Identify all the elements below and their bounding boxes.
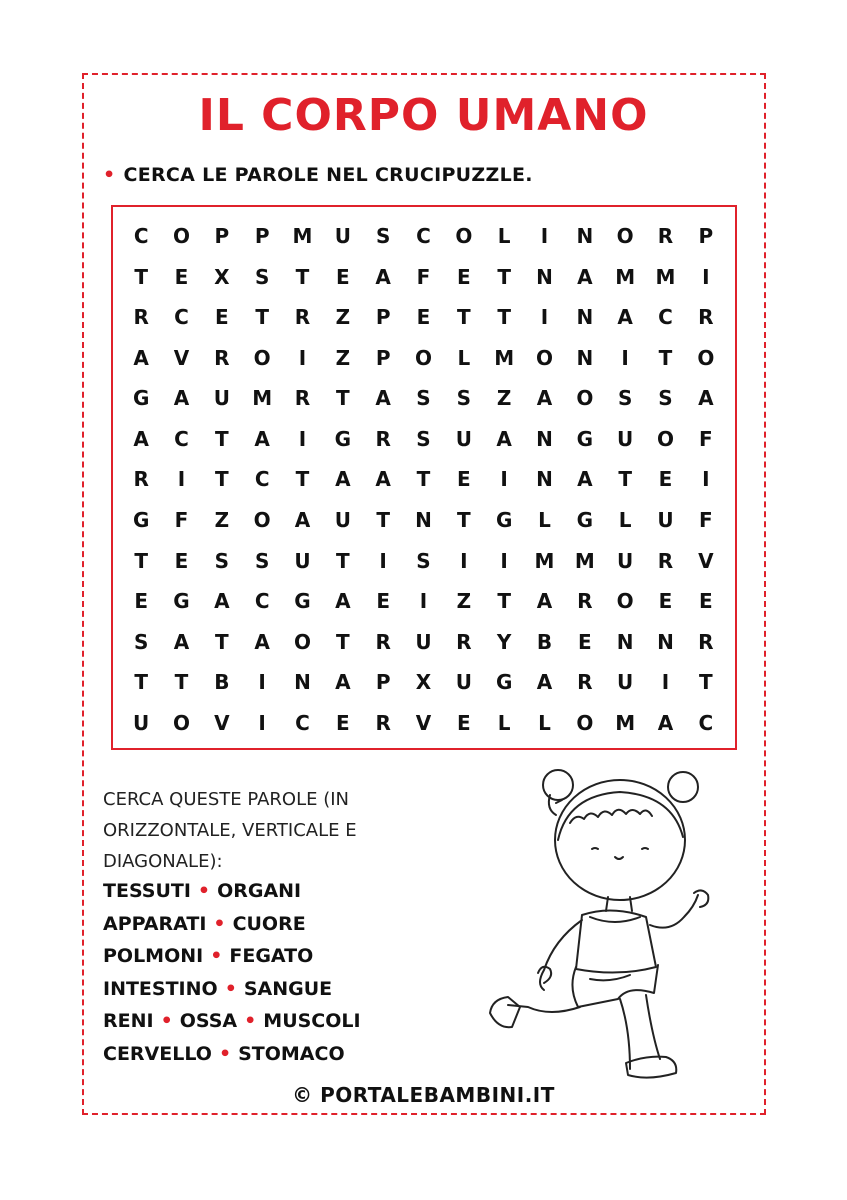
target-word: SANGUE <box>243 977 333 1000</box>
grid-cell: I <box>177 467 186 492</box>
grid-cell: P <box>214 224 230 249</box>
grid-cell: A <box>133 426 149 451</box>
grid-cell: F <box>698 426 713 451</box>
grid-cell: T <box>376 508 390 533</box>
grid-cell: Z <box>335 345 351 370</box>
grid-cell: T <box>134 548 148 573</box>
target-word: INTESTINO <box>103 977 218 1000</box>
grid-cell: P <box>375 670 391 695</box>
grid-cell: T <box>295 264 310 289</box>
grid-cell: T <box>658 345 673 370</box>
grid-cell: E <box>416 305 431 330</box>
grid-cell: L <box>497 710 511 735</box>
words-intro: CERCA QUESTE PAROLE (IN ORIZZONTALE, VERTICALE E DIAGONALE): <box>103 789 357 872</box>
grid-cell: A <box>294 508 311 533</box>
grid-cell: T <box>335 629 350 654</box>
grid-cell: T <box>255 305 269 330</box>
grid-cell: E <box>335 710 350 735</box>
grid-cell: S <box>416 386 431 411</box>
grid-cell: T <box>497 305 511 330</box>
grid-cell: V <box>214 710 230 735</box>
grid-cell: I <box>298 345 307 370</box>
grid-cell: L <box>538 710 551 735</box>
grid-cell: E <box>658 467 673 492</box>
grid-cell: E <box>658 589 673 614</box>
grid-cell: A <box>536 386 553 411</box>
grid-cell: A <box>173 386 190 411</box>
grid-cell: V <box>698 548 714 573</box>
grid-cell: A <box>335 589 351 614</box>
grid-cell: U <box>617 548 634 573</box>
grid-cell: O <box>656 426 674 451</box>
grid-cell: E <box>456 467 471 492</box>
grid-cell: I <box>298 426 307 451</box>
grid-cell: O <box>253 345 271 370</box>
grid-cell: B <box>214 670 230 695</box>
grid-cell: O <box>576 386 594 411</box>
grid-cell: E <box>134 589 148 614</box>
word-list-line <box>103 940 361 973</box>
grid-cell: E <box>577 629 592 654</box>
grid-cell: G <box>173 589 190 614</box>
word-list-line <box>103 1038 361 1071</box>
grid-cell: S <box>133 629 149 654</box>
grid-cell: M <box>252 386 273 411</box>
grid-cell: M <box>534 548 555 573</box>
grid-cell: C <box>698 710 714 735</box>
grid-cell: P <box>375 345 391 370</box>
grid-cell: G <box>495 508 513 533</box>
grid-cell: N <box>576 305 594 330</box>
grid-cell: I <box>258 670 266 695</box>
grid-cell: T <box>497 264 511 289</box>
bullet-icon: • <box>244 1010 257 1032</box>
target-word: STOMACO <box>238 1042 345 1065</box>
grid-cell: T <box>698 670 713 695</box>
grid-cell: A <box>335 670 351 695</box>
grid-cell: S <box>416 548 431 573</box>
page-title: IL CORPO UMANO <box>198 90 649 141</box>
word-list-line <box>103 908 361 941</box>
grid-cell: A <box>657 710 674 735</box>
bullet-icon: • <box>103 164 116 186</box>
grid-cell: A <box>375 467 391 492</box>
grid-cell: Z <box>496 386 512 411</box>
grid-cell: L <box>457 345 471 370</box>
grid-cell: A <box>173 629 190 654</box>
grid-cell: I <box>500 548 508 573</box>
grid-cell: M <box>574 548 595 573</box>
grid-cell: B <box>536 629 553 654</box>
grid-cell: O <box>253 508 271 533</box>
grid-cell: R <box>375 629 391 654</box>
instruction-line <box>103 164 533 186</box>
grid-cell: U <box>415 629 432 654</box>
grid-cell: F <box>698 508 713 533</box>
grid-cell: U <box>657 508 674 533</box>
grid-cell: V <box>173 345 190 370</box>
grid-cell: A <box>577 264 593 289</box>
grid-cell: E <box>456 264 471 289</box>
word-search-grid <box>121 216 726 743</box>
grid-cell: R <box>294 386 311 411</box>
grid-cell: I <box>258 710 266 735</box>
grid-cell: O <box>616 589 634 614</box>
grid-cell: O <box>535 345 553 370</box>
grid-cell: I <box>661 670 670 695</box>
grid-cell: S <box>254 548 270 573</box>
grid-cell: O <box>172 710 190 735</box>
grid-cell: R <box>657 548 674 573</box>
grid-cell: U <box>617 426 634 451</box>
grid-cell: I <box>419 589 428 614</box>
grid-cell: I <box>621 345 629 370</box>
grid-cell: G <box>576 508 594 533</box>
grid-cell: Z <box>456 589 472 614</box>
grid-cell: T <box>214 467 229 492</box>
grid-cell: N <box>536 467 553 492</box>
grid-cell: N <box>294 670 311 695</box>
grid-cell: T <box>456 508 471 533</box>
grid-cell: R <box>698 305 714 330</box>
word-list-line <box>103 1005 361 1038</box>
grid-cell: Z <box>335 305 351 330</box>
grid-cell: O <box>172 224 190 249</box>
grid-cell: A <box>617 305 633 330</box>
grid-cell: T <box>416 467 431 492</box>
grid-cell: N <box>657 629 674 654</box>
grid-cell: N <box>536 426 553 451</box>
grid-cell: V <box>415 710 432 735</box>
grid-cell: G <box>495 670 513 695</box>
grid-cell: P <box>375 305 391 330</box>
grid-cell: C <box>416 224 431 249</box>
grid-cell: U <box>455 426 472 451</box>
grid-cell: R <box>294 305 311 330</box>
target-word: FEGATO <box>229 945 314 967</box>
grid-cell: C <box>295 710 310 735</box>
grid-cell: C <box>174 426 189 451</box>
grid-cell: O <box>455 224 473 249</box>
grid-cell: S <box>456 386 472 411</box>
running-girl-illustration <box>470 765 715 1085</box>
bullet-icon: • <box>197 880 211 902</box>
grid-cell: R <box>375 426 391 451</box>
grid-cell: P <box>698 224 714 249</box>
grid-cell: T <box>214 426 229 451</box>
target-word: MUSCOLI <box>263 1010 361 1032</box>
grid-cell: E <box>174 548 189 573</box>
target-word: CUORE <box>232 912 306 935</box>
grid-cell: C <box>133 224 149 249</box>
grid-cell: R <box>375 710 391 735</box>
grid-cell: U <box>455 670 472 695</box>
grid-cell: U <box>334 508 351 533</box>
target-word: TESSUTI <box>103 880 191 902</box>
target-word: POLMONI <box>103 945 204 967</box>
target-word: OSSA <box>179 1010 238 1032</box>
grid-cell: S <box>375 224 391 249</box>
grid-cell: X <box>415 670 432 695</box>
grid-cell: A <box>536 670 553 695</box>
grid-cell: E <box>698 589 713 614</box>
grid-cell: I <box>702 264 710 289</box>
bullet-icon: • <box>224 977 237 1000</box>
grid-cell: C <box>254 589 270 614</box>
grid-cell: A <box>254 629 270 654</box>
grid-cell: I <box>540 224 549 249</box>
grid-cell: U <box>213 386 230 411</box>
grid-cell: M <box>615 710 636 735</box>
grid-cell: T <box>134 264 148 289</box>
grid-cell: T <box>295 467 310 492</box>
grid-cell: A <box>214 589 230 614</box>
grid-cell: I <box>540 305 549 330</box>
bullet-icon: • <box>210 945 223 967</box>
grid-cell: C <box>174 305 189 330</box>
bullet-icon: • <box>213 912 226 935</box>
grid-cell: L <box>618 508 632 533</box>
grid-cell: U <box>617 670 634 695</box>
grid-cell: E <box>174 264 189 289</box>
grid-cell: R <box>456 629 472 654</box>
grid-cell: O <box>414 345 432 370</box>
grid-cell: A <box>536 589 553 614</box>
grid-cell: A <box>254 426 270 451</box>
grid-cell: U <box>133 710 150 735</box>
grid-cell: G <box>132 386 150 411</box>
grid-cell: M <box>292 224 313 249</box>
grid-cell: A <box>375 264 391 289</box>
grid-cell: E <box>335 264 350 289</box>
grid-cell: I <box>379 548 387 573</box>
grid-cell: E <box>376 589 390 614</box>
target-word: RENI <box>103 1010 154 1032</box>
grid-cell: T <box>174 670 189 695</box>
grid-cell: S <box>416 426 431 451</box>
grid-cell: Z <box>214 508 230 533</box>
grid-cell: R <box>577 670 593 695</box>
grid-cell: U <box>334 224 351 249</box>
grid-cell: N <box>576 345 594 370</box>
grid-cell: O <box>697 345 715 370</box>
grid-cell: T <box>134 670 148 695</box>
grid-cell: A <box>577 467 593 492</box>
grid-cell: F <box>416 264 431 289</box>
grid-cell: C <box>658 305 673 330</box>
grid-cell: E <box>214 305 229 330</box>
grid-cell: A <box>133 345 149 370</box>
grid-cell: R <box>698 629 714 654</box>
grid-cell: E <box>456 710 471 735</box>
grid-cell: R <box>577 589 593 614</box>
grid-cell: L <box>497 224 511 249</box>
word-list-line <box>103 973 361 1006</box>
grid-cell: G <box>334 426 352 451</box>
target-word: ORGANI <box>217 880 302 902</box>
target-word: CERVELLO <box>103 1042 212 1065</box>
grid-cell: I <box>702 467 710 492</box>
grid-cell: N <box>415 508 432 533</box>
grid-cell: A <box>496 426 512 451</box>
grid-cell: R <box>133 305 149 330</box>
grid-cell: L <box>538 508 551 533</box>
grid-cell: G <box>576 426 594 451</box>
grid-cell: R <box>657 224 674 249</box>
grid-cell: S <box>617 386 633 411</box>
grid-cell: R <box>133 467 149 492</box>
grid-cell: I <box>500 467 508 492</box>
grid-cell: X <box>214 264 230 289</box>
bullet-icon: • <box>218 1042 232 1065</box>
grid-cell: U <box>294 548 311 573</box>
grid-cell: F <box>174 508 189 533</box>
grid-cell: A <box>375 386 391 411</box>
grid-cell: A <box>698 386 714 411</box>
target-word: APPARATI <box>103 912 207 935</box>
grid-cell: O <box>616 224 634 249</box>
grid-cell: T <box>497 589 511 614</box>
grid-cell: M <box>615 264 636 289</box>
grid-cell: N <box>576 224 594 249</box>
grid-cell: S <box>658 386 673 411</box>
grid-cell: T <box>335 386 350 411</box>
grid-cell: N <box>536 264 553 289</box>
grid-cell: R <box>214 345 230 370</box>
grid-cell: N <box>616 629 634 654</box>
grid-cell: O <box>293 629 311 654</box>
grid-cell: G <box>132 508 150 533</box>
bullet-icon: • <box>160 1010 173 1032</box>
grid-cell: G <box>294 589 311 614</box>
word-list <box>103 875 361 1070</box>
grid-cell: M <box>655 264 676 289</box>
grid-cell: C <box>254 467 270 492</box>
grid-cell: P <box>254 224 270 249</box>
grid-cell: T <box>456 305 471 330</box>
grid-cell: I <box>460 548 468 573</box>
grid-cell: A <box>335 467 351 492</box>
grid-cell: M <box>494 345 515 370</box>
grid-cell: T <box>335 548 350 573</box>
grid-cell: S <box>254 264 270 289</box>
grid-cell: S <box>214 548 230 573</box>
instruction-text: CERCA LE PAROLE NEL CRUCIPUZZLE. <box>123 164 533 186</box>
credit-text: © PORTALEBAMBINI.IT <box>292 1083 555 1107</box>
grid-cell: O <box>576 710 594 735</box>
grid-cell: Y <box>496 629 512 654</box>
grid-cell: T <box>618 467 632 492</box>
word-list-line <box>103 875 361 908</box>
grid-cell: T <box>214 629 229 654</box>
